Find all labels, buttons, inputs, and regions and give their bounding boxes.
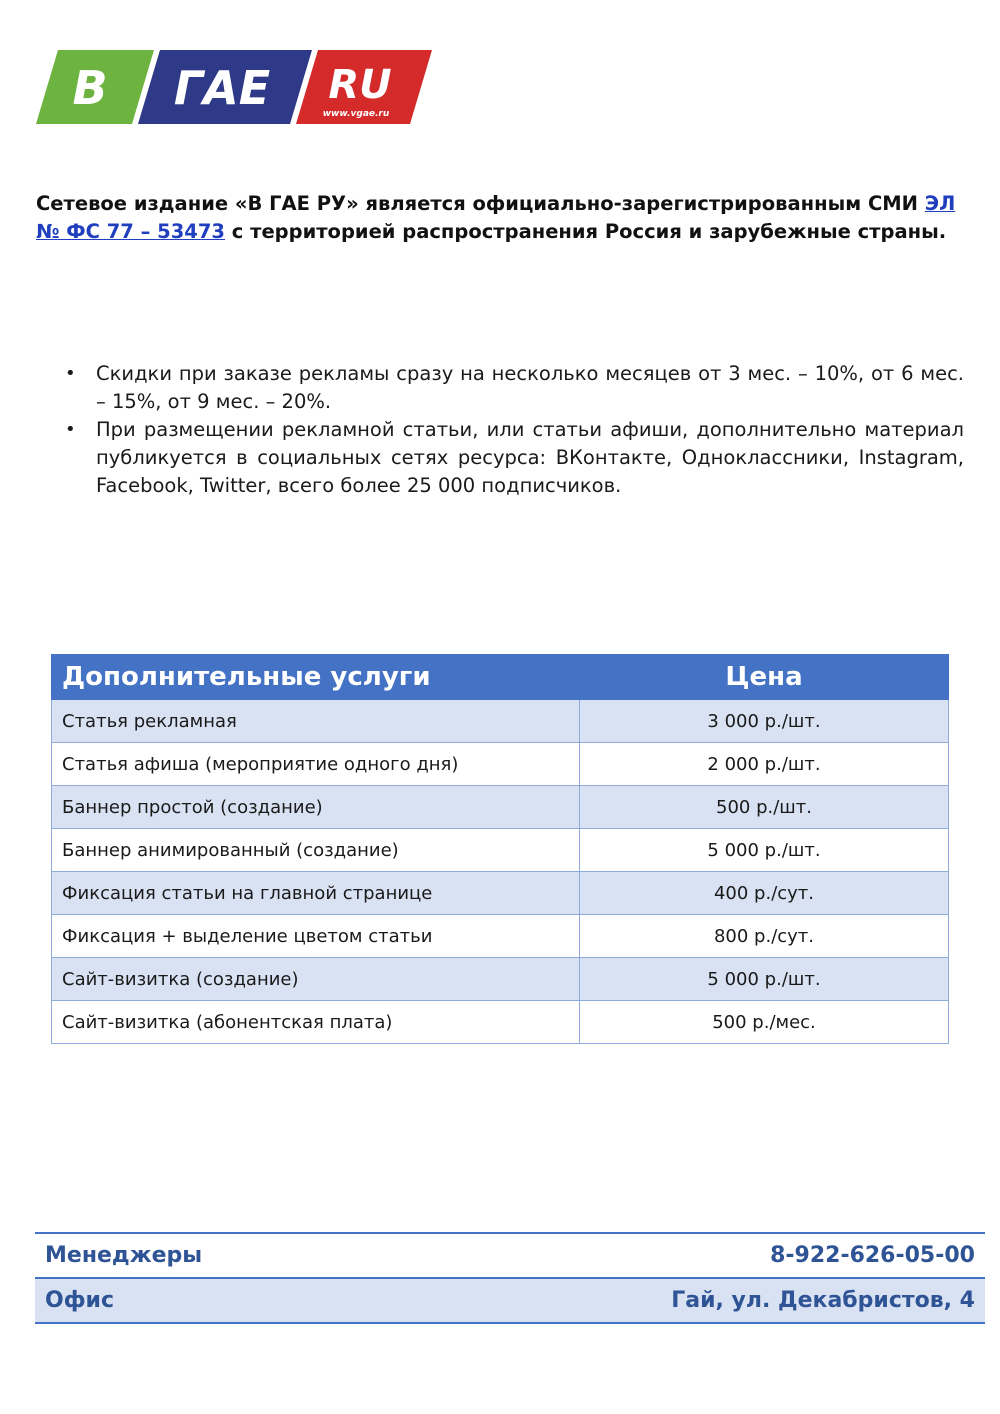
service-cell: Сайт-визитка (создание) xyxy=(52,958,580,1001)
table-row xyxy=(52,958,949,1001)
price-cell: 500 р./мес. xyxy=(580,1001,949,1044)
bullet-text: Скидки при заказе рекламы сразу на несколько месяцев от 3 мес. – 10%, от 6 мес. – 15%, от 9 мес. – 20%. xyxy=(96,362,964,413)
benefits-list xyxy=(60,360,964,500)
price-cell: 500 р./шт. xyxy=(580,786,949,829)
managers-phone[interactable]: 8-922-626-05-00 xyxy=(371,1233,985,1278)
logo-word-ru: RU xyxy=(328,62,392,108)
office-address: Гай, ул. Декабристов, 4 xyxy=(371,1278,985,1323)
site-logo xyxy=(36,48,436,126)
table-row xyxy=(52,872,949,915)
service-cell: Сайт-визитка (абонентская плата) xyxy=(52,1001,580,1044)
intro-text-after: с территорией распространения Россия и зарубежные страны. xyxy=(225,219,947,243)
price-cell: 5 000 р./шт. xyxy=(580,829,949,872)
bullet-icon: • xyxy=(65,363,76,384)
price-cell: 3 000 р./шт. xyxy=(580,700,949,743)
price-cell: 2 000 р./шт. xyxy=(580,743,949,786)
service-cell: Фиксация + выделение цветом статьи xyxy=(52,915,580,958)
service-cell: Баннер простой (создание) xyxy=(52,786,580,829)
logo-url: www.vgae.ru xyxy=(322,109,390,119)
service-cell: Фиксация статьи на главной странице xyxy=(52,872,580,915)
contact-row-office xyxy=(35,1278,985,1323)
table-row xyxy=(52,743,949,786)
services-price-table xyxy=(51,654,949,1044)
registration-link[interactable]: ЭЛ № ФС 77 – 53473 xyxy=(36,191,956,243)
list-item xyxy=(60,416,964,500)
managers-label: Менеджеры xyxy=(35,1233,371,1278)
office-label: Офис xyxy=(35,1278,371,1323)
intro-text-before: Сетевое издание «В ГАЕ РУ» является официально-зарегистрированным СМИ xyxy=(36,191,925,215)
table-row xyxy=(52,829,949,872)
logo-letter-b: B xyxy=(72,61,108,115)
table-header-row xyxy=(52,655,949,700)
contacts-table xyxy=(35,1232,985,1324)
logo-graphic xyxy=(36,48,436,126)
price-cell: 800 р./сут. xyxy=(580,915,949,958)
price-cell: 400 р./сут. xyxy=(580,872,949,915)
table-row xyxy=(52,1001,949,1044)
column-header-price: Цена xyxy=(580,655,949,700)
list-item xyxy=(60,360,964,416)
price-cell: 5 000 р./шт. xyxy=(580,958,949,1001)
service-cell: Статья афиша (мероприятие одного дня) xyxy=(52,743,580,786)
contact-row-managers xyxy=(35,1233,985,1278)
column-header-service: Дополнительные услуги xyxy=(52,655,580,700)
bullet-icon: • xyxy=(65,419,76,440)
intro-paragraph xyxy=(36,190,966,246)
service-cell: Статья рекламная xyxy=(52,700,580,743)
table-row xyxy=(52,786,949,829)
logo-word-gae: ГАЕ xyxy=(173,61,271,115)
table-row xyxy=(52,700,949,743)
table-row xyxy=(52,915,949,958)
bullet-text: При размещении рекламной статьи, или статьи афиши, дополнительно материал публикуется в социальных сетях ресурса: ВКонтакте, Одноклассники, Instagram, Facebook, Twitter, всего более 25 000 подписчиков. xyxy=(96,418,964,497)
service-cell: Баннер анимированный (создание) xyxy=(52,829,580,872)
